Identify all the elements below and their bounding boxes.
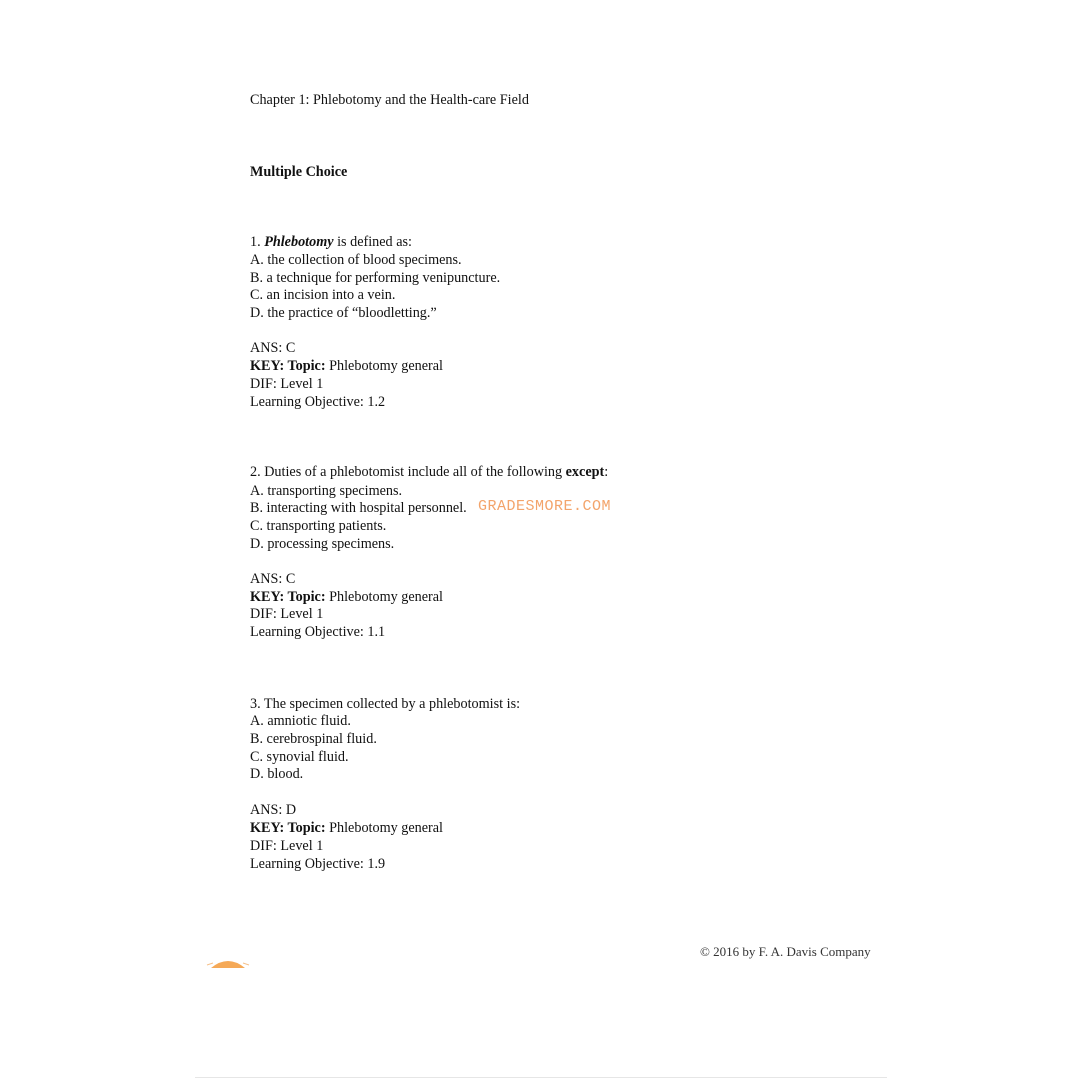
question-3-stem: [250, 695, 520, 713]
watermark-text: GRADESMORE.COM: [478, 498, 612, 515]
question-1-number: 1.: [250, 234, 261, 250]
question-2-stem-suffix: :: [604, 464, 609, 480]
question-3-key: [250, 819, 443, 837]
question-2-option-b: B. interacting with hospital personnel.: [250, 500, 467, 516]
question-1-key-value: Phlebotomy general: [325, 358, 443, 374]
question-1-key: [250, 357, 443, 375]
question-1-term: Phlebotomy: [264, 234, 334, 250]
question-1-difficulty: DIF: Level 1: [250, 376, 324, 392]
question-1-key-label: KEY: Topic:: [250, 358, 326, 374]
question-2-option-a: A. transporting specimens.: [250, 483, 403, 499]
question-3-option-c: C. synovial fluid.: [250, 749, 349, 765]
document-page: [250, 0, 890, 1080]
question-1-objective: Learning Objective: 1.2: [250, 394, 386, 410]
page-bottom-divider: [195, 1077, 887, 1078]
footer-copyright: [700, 944, 871, 962]
footer-copyright-text: © 2016 by F. A. Davis Company: [700, 944, 871, 959]
chapter-title: Chapter 1: Phlebotomy and the Health-care Field: [250, 92, 529, 108]
question-3-key-label: KEY: Topic:: [250, 820, 326, 836]
question-2-difficulty: DIF: Level 1: [250, 606, 324, 622]
question-2-option-c: C. transporting patients.: [250, 518, 387, 534]
question-3-number: 3.: [250, 696, 261, 712]
question-2-number: 2.: [250, 464, 261, 480]
question-2-key-value: Phlebotomy general: [325, 589, 443, 605]
question-1-option-d: D. the practice of “bloodletting.”: [250, 305, 437, 321]
question-2-stem-bold: except: [565, 464, 605, 480]
question-2-answer: ANS: C: [250, 571, 296, 587]
question-3-option-b: B. cerebrospinal fluid.: [250, 731, 377, 747]
question-1-stem-rest: is defined as:: [333, 234, 412, 250]
question-2-option-d: D. processing specimens.: [250, 536, 395, 552]
question-1-option-a: A. the collection of blood specimens.: [250, 252, 462, 268]
question-3-difficulty: DIF: Level 1: [250, 838, 324, 854]
question-1-option-b: B. a technique for performing venipuncture.: [250, 270, 501, 286]
question-3-stem-text: The specimen collected by a phlebotomist is:: [260, 696, 521, 712]
question-2-stem: [250, 463, 608, 481]
question-3-option-a: A. amniotic fluid.: [250, 713, 351, 729]
question-1-answer: ANS: C: [250, 340, 296, 356]
question-1-stem: [250, 233, 412, 251]
question-3-key-value: Phlebotomy general: [325, 820, 443, 836]
question-3-option-d: D. blood.: [250, 766, 304, 782]
question-2-stem-prefix: Duties of a phlebotomist include all of the following: [260, 464, 566, 480]
question-2-key-label: KEY: Topic:: [250, 589, 326, 605]
question-2-key: [250, 588, 443, 606]
question-2-objective: Learning Objective: 1.1: [250, 624, 386, 640]
section-title: Multiple Choice: [250, 164, 348, 180]
question-3-objective: Learning Objective: 1.9: [250, 856, 386, 872]
question-1-option-c: C. an incision into a vein.: [250, 287, 396, 303]
question-3-answer: ANS: D: [250, 802, 297, 818]
publisher-logo-icon: [205, 955, 251, 967]
